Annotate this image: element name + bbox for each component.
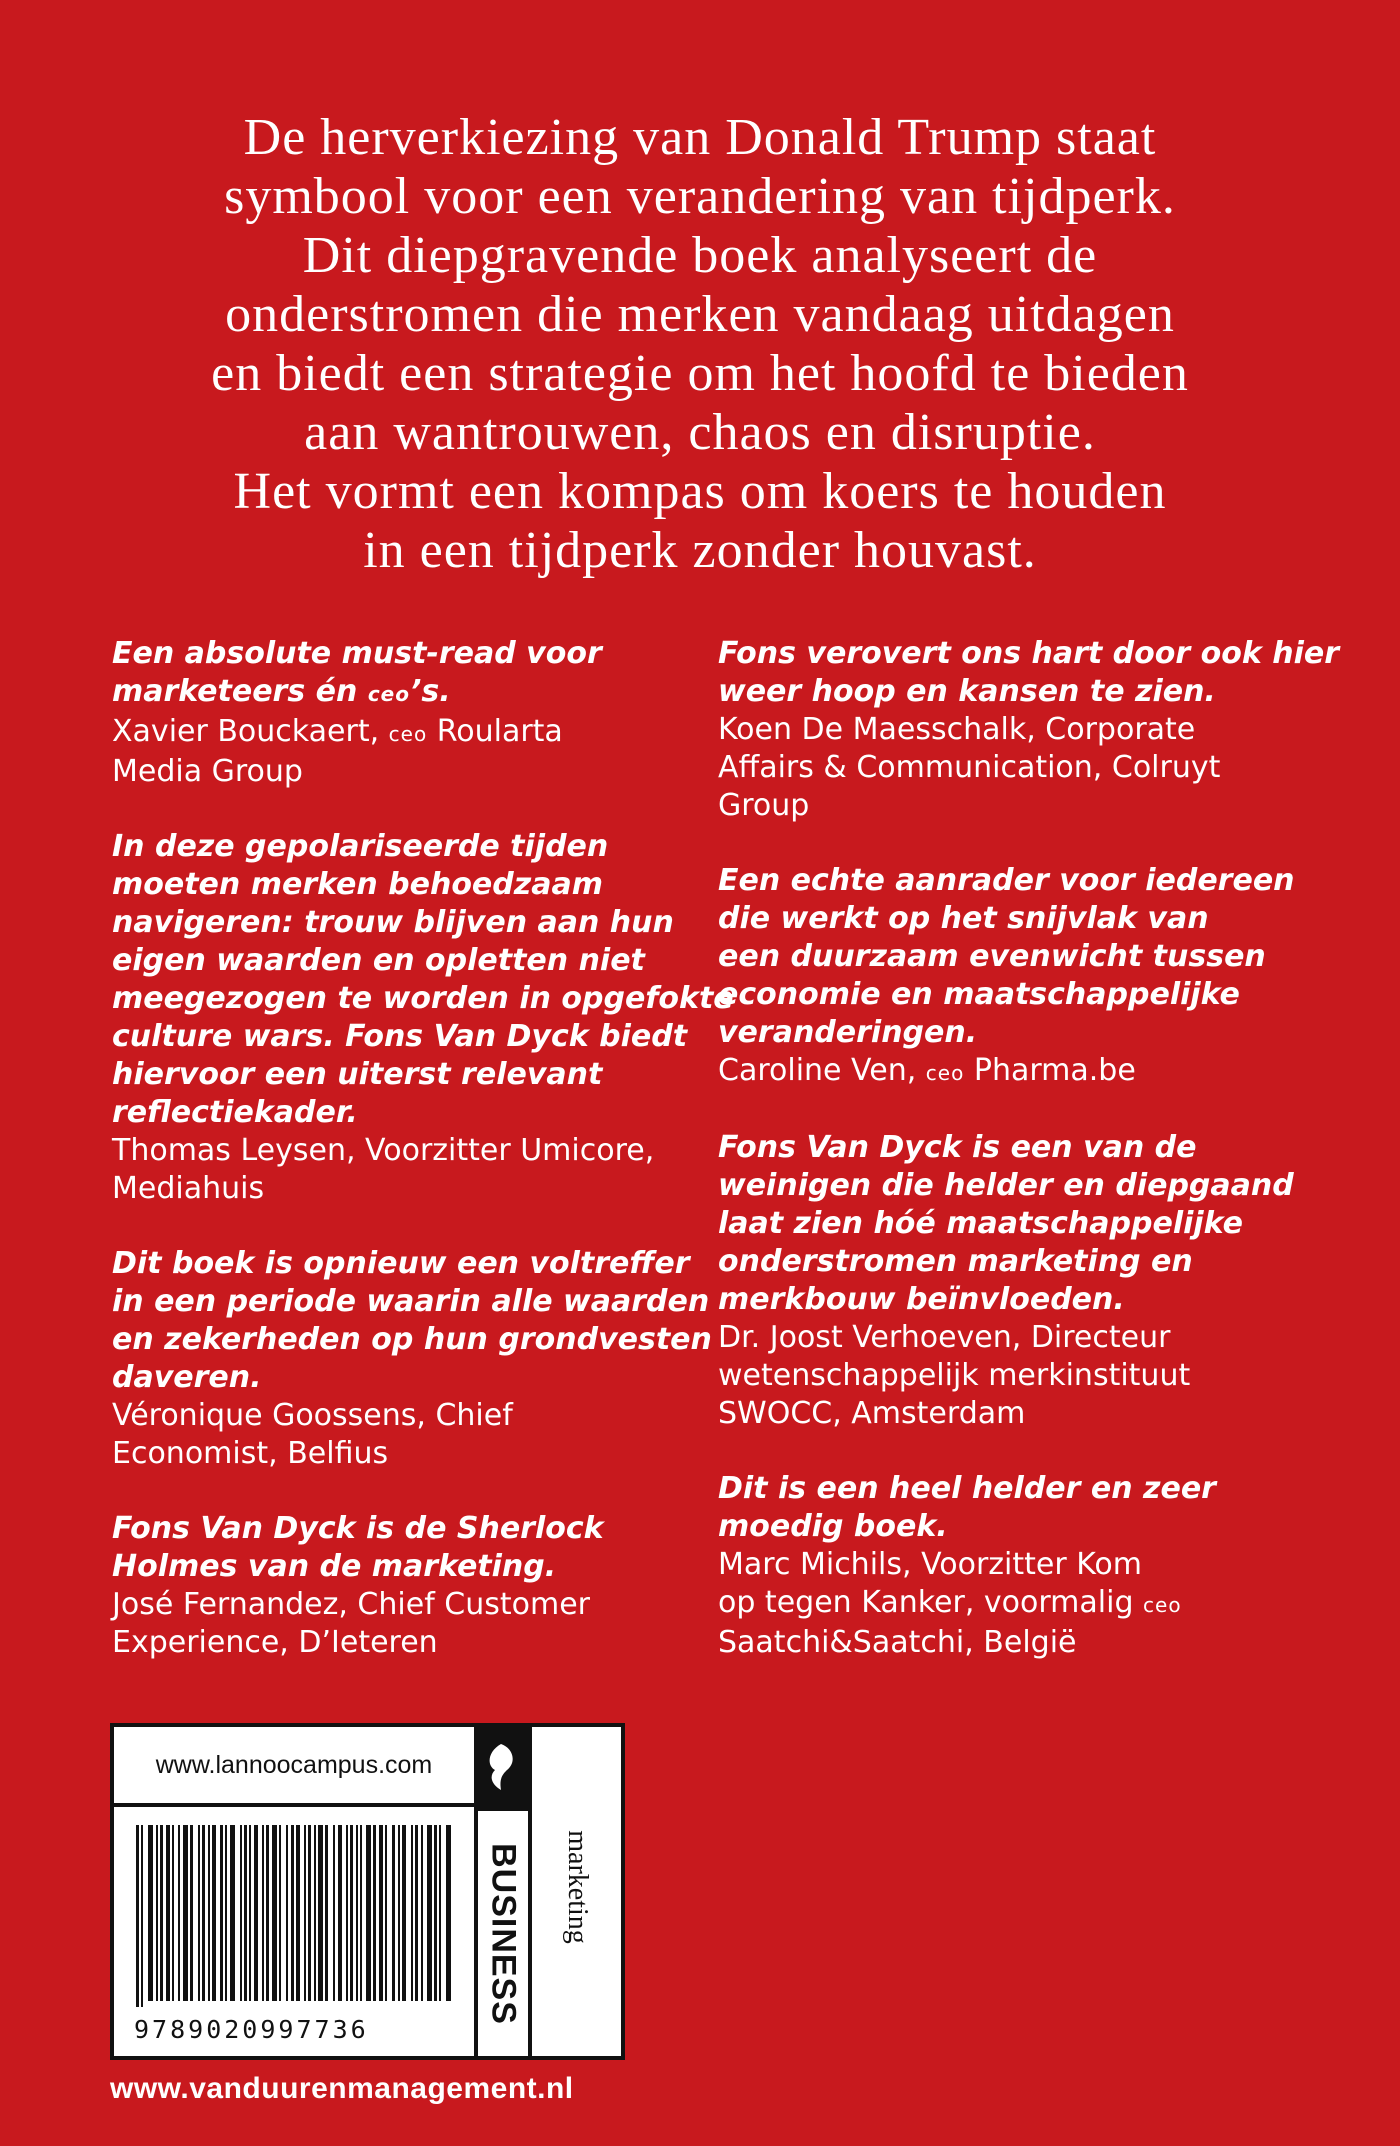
quote-line: eigen waarden en opletten niet [112, 943, 645, 978]
blurb-line: Het vormt een kompas om koers te houden [233, 463, 1167, 520]
source-line: Dr. Joost Verhoeven, Directeur [718, 1320, 1171, 1355]
quote-line: Fons Van Dyck is een van de [718, 1130, 1197, 1165]
endorsement-quote [718, 1129, 1318, 1319]
endorsements-left-column [112, 635, 734, 1699]
blurb-line: aan wantrouwen, chaos en disruptie. [304, 404, 1096, 461]
barcode-bar [346, 1825, 348, 2001]
endorsement-quote [112, 828, 734, 1132]
barcode-bar [190, 1825, 193, 2001]
endorsement-source [718, 1319, 1318, 1433]
barcode-bar [183, 1825, 188, 2001]
endorsement [718, 635, 1340, 825]
quote-line [112, 1018, 712, 1056]
barcode-bar [356, 1825, 358, 2001]
blurb-line: symbool voor een verandering van tijdperk. [224, 168, 1176, 225]
endorsement [718, 1129, 1318, 1433]
barcode-bar [291, 1825, 294, 2001]
barcode-bar [308, 1825, 311, 2001]
barcode-bar [178, 1825, 180, 2001]
barcode-bar [439, 1825, 441, 2001]
source-line: Affairs & Communication, Colruyt [718, 750, 1221, 785]
quote-line: veranderingen. [718, 1015, 978, 1050]
quote-line: meegezogen te worden in opgefokte [112, 981, 734, 1016]
quote-line: economie en maatschappelijke [718, 977, 1240, 1012]
barcode-bar [266, 1825, 269, 2001]
endorsement [718, 862, 1318, 1092]
barcode-bar [160, 1825, 163, 2001]
barcode-bar [148, 1825, 153, 2001]
endorsement-quote [718, 635, 1340, 711]
source-line: Thomas Leysen, Voorzitter Umicore, [112, 1133, 655, 1168]
source-smallcaps: ceo [388, 722, 428, 746]
source-smallcaps: ceo [1143, 1593, 1182, 1617]
barcode-bar [392, 1825, 395, 2001]
barcode-bar [333, 1825, 335, 2001]
endorsement-quote [112, 1245, 712, 1397]
barcode-bar [415, 1825, 418, 2001]
quote-line: daveren. [112, 1360, 262, 1395]
endorsement-source [112, 1397, 712, 1473]
barcode-bar [366, 1825, 371, 2001]
barcode-bar [318, 1825, 323, 2001]
endorsement-source [718, 1546, 1318, 1662]
barcode-bar [249, 1825, 251, 2001]
source-line [718, 1052, 1318, 1092]
endorsement-source [112, 1132, 712, 1208]
endorsement-source [112, 1586, 712, 1662]
source-line: Experience, D’Ieteren [112, 1625, 438, 1660]
endorsement-quote [112, 1510, 712, 1586]
barcode-bar [296, 1825, 300, 2001]
source-line: Marc Michils, Voorzitter Kom [718, 1547, 1142, 1582]
barcode-bar [141, 1825, 143, 2007]
quote-line: hiervoor een uiterst relevant [112, 1057, 603, 1092]
publisher-logo-icon [474, 1727, 528, 1807]
endorsement-source [718, 711, 1318, 825]
category-text: BUSINESS [484, 1842, 523, 2025]
barcode-box [110, 1723, 625, 2060]
barcode-bar [244, 1825, 247, 2001]
source-line [112, 713, 712, 753]
barcode-bar [434, 1825, 437, 2001]
quote-line: reflectiekader. [112, 1095, 358, 1130]
quote-line: Dit boek is opnieuw een voltreffer [112, 1246, 690, 1281]
barcode-bars [114, 1807, 474, 2007]
endorsement-quote [718, 1470, 1318, 1546]
barcode-bar [411, 1825, 413, 2001]
barcode-bar [220, 1825, 223, 2001]
source-line: Media Group [112, 754, 303, 789]
category-label [474, 1807, 528, 2056]
barcode-bar [212, 1825, 216, 2001]
blurb-line: en biedt een strategie om het hoofd te bieden [211, 345, 1189, 402]
barcode-bar [166, 1825, 170, 2001]
barcode-bar [230, 1825, 235, 2001]
barcode-bar [385, 1825, 387, 2001]
barcode-bar [202, 1825, 205, 2001]
barcode-bar [325, 1825, 328, 2001]
barcode-bar [421, 1825, 423, 2001]
source-line: SWOCC, Amsterdam [718, 1396, 1026, 1431]
quote-line: navigeren: trouw blijven aan hun [112, 905, 674, 940]
subcategory-label [528, 1727, 621, 2056]
barcode-bar [379, 1825, 383, 2001]
endorsements-right-column [718, 635, 1340, 1699]
quote-line: moedig boek. [718, 1509, 948, 1544]
endorsement [112, 1510, 712, 1662]
barcode-bar [350, 1825, 353, 2001]
quote-line: een duurzaam evenwicht tussen [718, 939, 1266, 974]
barcode-bar [446, 1825, 451, 2001]
barcode-bar [314, 1825, 316, 2001]
source-line [718, 1584, 1318, 1624]
quote-line: onderstromen marketing en [718, 1244, 1193, 1279]
source-line: José Fernandez, Chief Customer [112, 1587, 591, 1622]
quote-line: weer hoop en kansen te zien. [718, 674, 1216, 709]
endorsement [112, 1245, 712, 1473]
quote-text: marketeers én [112, 674, 368, 709]
isbn-number: 9789020997736 [134, 2015, 369, 2044]
quote-line: weinigen die helder en diepgaand [718, 1168, 1294, 1203]
endorsement [718, 1470, 1318, 1662]
quote-line: Dit is een heel helder en zeer [718, 1471, 1216, 1506]
barcode-bar [373, 1825, 376, 2001]
barcode-bar [198, 1825, 200, 2001]
barcode-bar [398, 1825, 400, 2001]
blurb-line: onderstromen die merken vandaag uitdagen [225, 286, 1175, 343]
barcode-bar [254, 1825, 258, 2001]
barcode-bar [402, 1825, 406, 2001]
source-line: Economist, Belfius [112, 1436, 389, 1471]
source-line: Group [718, 788, 810, 823]
source-text: Caroline Ven, [718, 1053, 926, 1088]
barcode-bar [136, 1825, 139, 2007]
endorsement-source [112, 713, 712, 791]
footer-url[interactable]: www.vanduurenmanagement.nl [110, 2072, 574, 2105]
quote-line: merkbouw beïnvloeden. [718, 1282, 1125, 1317]
quote-text: culture wars. [112, 1019, 335, 1054]
source-line: Saatchi&Saatchi, België [718, 1625, 1077, 1660]
quote-line: en zekerheden op hun grondvesten [112, 1322, 712, 1357]
leaf-logo-icon [483, 1740, 519, 1794]
barcode-bar [262, 1825, 264, 2001]
quote-line: laat zien hóé maatschappelijke [718, 1206, 1243, 1241]
source-text: Pharma.be [964, 1053, 1136, 1088]
barcode-bar [240, 1825, 242, 2001]
quote-line: In deze gepolariseerde tijden [112, 829, 609, 864]
blurb-line: Dit diepgravende boek analyseert de [302, 227, 1098, 284]
barcode-bar [156, 1825, 158, 2001]
barcode-bar [360, 1825, 362, 2001]
barcode-bar [427, 1825, 432, 2001]
quote-line: Fons verovert ons hart door ook hier [718, 636, 1340, 671]
quote-line: die werkt op het snijvlak van [718, 901, 1209, 936]
barcode-bar [172, 1825, 174, 2001]
quote-text: Fons Van Dyck biedt [334, 1019, 688, 1054]
publisher-url[interactable]: www.lannoocampus.com [114, 1727, 474, 1807]
barcode [114, 1807, 474, 2056]
barcode-bar [338, 1825, 342, 2001]
barcode-bar [272, 1825, 277, 2001]
quote-line: Holmes van de marketing. [112, 1549, 557, 1584]
blurb-line: in een tijdperk zonder houvast. [363, 522, 1037, 579]
quote-line: moeten merken behoedzaam [112, 867, 603, 902]
quote-line: Een echte aanrader voor iedereen [718, 863, 1295, 898]
quote-line: Fons Van Dyck is de Sherlock [112, 1511, 604, 1546]
quote-line: in een periode waarin alle waarden [112, 1284, 710, 1319]
source-text: op tegen Kanker, voormalig [718, 1585, 1144, 1620]
blurb [120, 108, 1280, 580]
source-text: Xavier Bouckaert, [112, 714, 389, 749]
barcode-bar [225, 1825, 227, 2001]
subcategory-text: marketing [561, 1830, 593, 1944]
source-smallcaps: ceo [925, 1061, 965, 1085]
blurb-line: De herverkiezing van Donald Trump staat [243, 109, 1157, 166]
barcode-bar [208, 1825, 210, 2001]
quote-smallcaps: ceo [367, 682, 410, 706]
quote-line: Een absolute must-read voor [112, 636, 602, 671]
endorsement [112, 635, 712, 791]
source-line: Véronique Goossens, Chief [112, 1398, 513, 1433]
endorsement-source [718, 1052, 1318, 1092]
source-text: Roularta [427, 714, 563, 749]
source-line: Koen De Maesschalk, Corporate [718, 712, 1196, 747]
barcode-bar [304, 1825, 306, 2001]
barcode-bar [286, 1825, 288, 2001]
source-line: Mediahuis [112, 1171, 265, 1206]
quote-text: ’s. [409, 674, 451, 709]
endorsement [112, 828, 734, 1208]
quote-line [112, 673, 712, 713]
endorsement-quote [718, 862, 1318, 1052]
barcode-bar [279, 1825, 281, 2001]
endorsement-quote [112, 635, 712, 713]
source-line: wetenschappelijk merkinstituut [718, 1358, 1191, 1393]
